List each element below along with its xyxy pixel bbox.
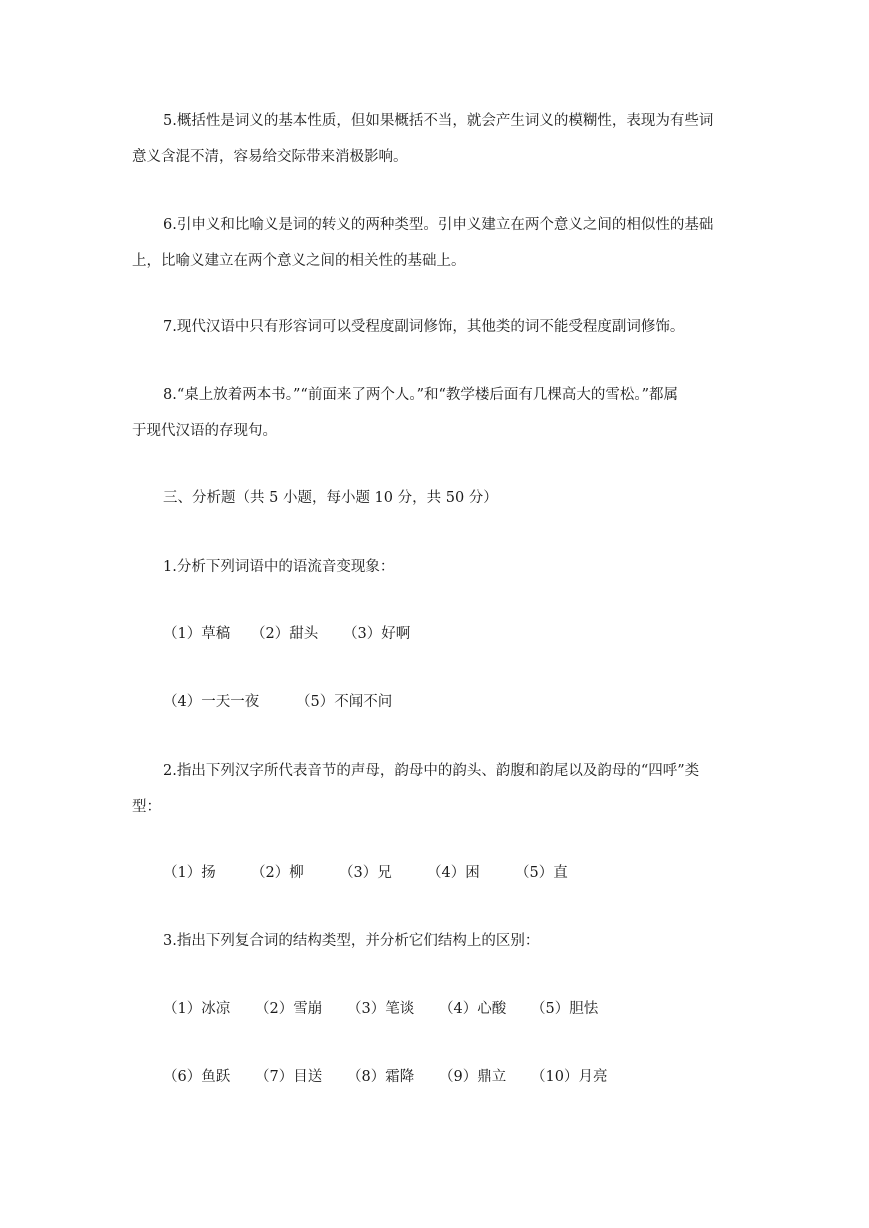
word-item: （4）一天一夜 <box>163 694 260 710</box>
section-3-heading <box>132 481 742 515</box>
analysis-3-prompt <box>132 924 742 958</box>
compound-item: （6）鱼跃 <box>163 1069 231 1085</box>
char-item: （2）柳 <box>251 865 304 881</box>
statement-7-line-1: 7.现代汉语中只有形容词可以受程度副词修饰，其他类的词不能受程度副词修饰。 <box>163 319 685 335</box>
analysis-1-prompt <box>132 550 742 584</box>
statement-6-line-1: 6.引申义和比喻义是词的转义的两种类型。引申义建立在两个意义之间的相似性的基础 <box>163 217 714 233</box>
compound-item: （3）笔谈 <box>347 1001 415 1017</box>
statement-8-line-1: 8.“桌上放着两本书。”“前面来了两个人。”和“教学楼后面有几棵高大的雪松。”都属 <box>163 387 679 403</box>
analysis-2-row-1 <box>163 856 568 890</box>
statement-5-line-1: 5.概括性是词义的基本性质，但如果概括不当，就会产生词义的模糊性，表现为有些词 <box>163 113 714 129</box>
analysis-2-prompt <box>132 754 742 824</box>
analysis-2-prompt-line-1: 2.指出下列汉字所代表音节的声母，韵母中的韵头、韵腹和韵尾以及韵母的“四呼”类 <box>163 763 700 779</box>
analysis-1-prompt-text: 1.分析下列词语中的语流音变现象： <box>163 559 395 575</box>
analysis-1-row-2 <box>163 685 392 719</box>
compound-item: （5）胆怯 <box>531 1001 599 1017</box>
statement-8 <box>132 378 742 448</box>
statement-5 <box>132 104 742 174</box>
word-item: （3）好啊 <box>343 626 411 642</box>
statement-7 <box>132 310 742 344</box>
analysis-2-prompt-line-2: 型： <box>132 799 161 815</box>
compound-item: （8）霜降 <box>347 1069 415 1085</box>
statement-5-line-2: 意义含混不清，容易给交际带来消极影响。 <box>132 149 408 165</box>
statement-8-line-2: 于现代汉语的存现句。 <box>132 423 277 439</box>
compound-item: （7）目送 <box>255 1069 323 1085</box>
word-item: （5）不闻不问 <box>296 694 393 710</box>
statement-6 <box>132 208 742 278</box>
analysis-1-row-1 <box>163 617 410 651</box>
compound-item: （1）冰凉 <box>163 1001 231 1017</box>
section-3-heading-text: 三、分析题（共 5 小题，每小题 10 分，共 50 分） <box>163 490 498 506</box>
word-item: （1）草稿 <box>163 626 231 642</box>
char-item: （3）兄 <box>339 865 392 881</box>
statement-6-line-2: 上，比喻义建立在两个意义之间的相关性的基础上。 <box>132 253 466 269</box>
char-item: （5）直 <box>515 865 568 881</box>
analysis-3-row-1 <box>163 992 598 1026</box>
char-item: （4）困 <box>427 865 480 881</box>
compound-item: （9）鼎立 <box>439 1069 507 1085</box>
analysis-3-row-2 <box>163 1060 607 1094</box>
word-item: （2）甜头 <box>251 626 319 642</box>
compound-item: （2）雪崩 <box>255 1001 323 1017</box>
analysis-3-prompt-text: 3.指出下列复合词的结构类型，并分析它们结构上的区别： <box>163 933 540 949</box>
char-item: （1）扬 <box>163 865 216 881</box>
compound-item: （4）心酸 <box>439 1001 507 1017</box>
compound-item: （10）月亮 <box>531 1069 608 1085</box>
